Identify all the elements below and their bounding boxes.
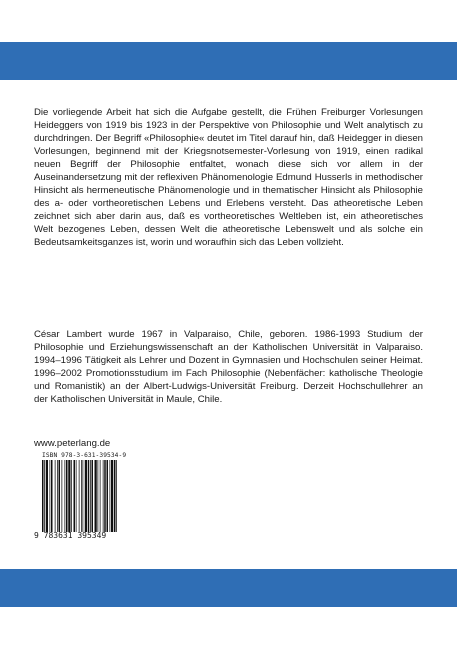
barcode-bar <box>88 460 90 532</box>
barcode-bar <box>85 460 87 532</box>
barcode-bar <box>46 460 48 532</box>
author-bio-paragraph: César Lambert wurde 1967 in Valparaiso, Chile, geboren. 1986-1993 Studium der Philosophie und Erziehungswissenschaft an der Katholischen Universität in Valparaiso. 1994–1996 Tätigkeit als Lehrer und Dozent in Gymnasien und Hochschulen seiner Heimat. 1996–2002 Promotionsstudium im Fach Philosophie (Nebenfächer: katholische Theologie und Romanistik) an der Albert-Ludwigs-Universität Freiburg. Derzeit Hochschullehrer an der Katholischen Universität in Maule, Chile. <box>34 329 423 405</box>
barcode-bar <box>44 460 45 532</box>
barcode-bar <box>68 460 70 532</box>
barcode-bar <box>111 460 113 532</box>
barcode-digits: 9 783631 395349 <box>34 531 107 540</box>
barcode-bar <box>55 460 56 532</box>
barcode-bar <box>114 460 116 532</box>
barcode-bar <box>51 460 53 532</box>
barcode-bar <box>71 460 72 532</box>
barcode-bar <box>57 460 58 532</box>
isbn-label: ISBN 978-3-631-39534-9 <box>42 452 127 459</box>
abstract-paragraph: Die vorliegende Arbeit hat sich die Aufgabe gestellt, die Frühen Freiburger Vorlesungen Heideggers von 1919 bis 1923 in der Perspektive von Philosophie und Welt analytisch zu durchdringen. Der Begriff «Philosophie« deutet im Titel darauf hin, daß Heidegger in diesen Vorlesungen, beginnend mit der Kriegsnotsemester-Vorlesung von 1919, einen radikal neuen Begriff der Philosophie entfaltet, wonach diese sich vor allem in der Auseinandersetzung mit der reflexiven Phänomenologie Edmund Husserls in methodischer Hinsicht als hermeneutische Phänomenologie und in thematischer Hinsicht als Philosophie des a- oder vortheoretischen Lebens und Erlebens versteht. Das atheoretische Leben zeichnet sich aber darin aus, daß es vortheoretisches Weltleben ist, ein atheoretisches Welt bezogenes Leben, dessen Welt die atheoretische Lebenswelt und als solche ein Bedeutsamkeitsganzes ist, worin und woraufhin sich das Leben vollzieht. <box>34 107 423 248</box>
barcode-bar <box>62 460 63 532</box>
barcode-bar <box>74 460 76 532</box>
barcode-bar <box>79 460 80 532</box>
barcode-bar <box>116 460 117 532</box>
barcode-bars <box>34 460 138 532</box>
barcode-bar <box>66 460 68 532</box>
barcode-bar <box>76 460 77 532</box>
bottom-blue-band <box>0 569 457 607</box>
publisher-url[interactable]: www.peterlang.de <box>34 438 111 449</box>
isbn-barcode <box>34 452 138 540</box>
barcode-bar <box>65 460 66 532</box>
barcode-bar <box>50 460 51 532</box>
barcode-bar <box>95 460 97 532</box>
barcode-bar <box>59 460 61 532</box>
barcode-bar <box>110 460 111 532</box>
barcode-bar <box>83 460 84 532</box>
barcode-bar <box>90 460 91 532</box>
barcode-bar <box>81 460 82 532</box>
barcode-bar <box>104 460 106 532</box>
barcode-bar <box>92 460 94 532</box>
barcode-bar <box>42 460 44 532</box>
barcode-bar <box>103 460 104 532</box>
top-blue-band <box>0 42 457 80</box>
barcode-bar <box>98 460 99 532</box>
barcode-bar <box>100 460 101 532</box>
barcode-bar <box>107 460 109 532</box>
